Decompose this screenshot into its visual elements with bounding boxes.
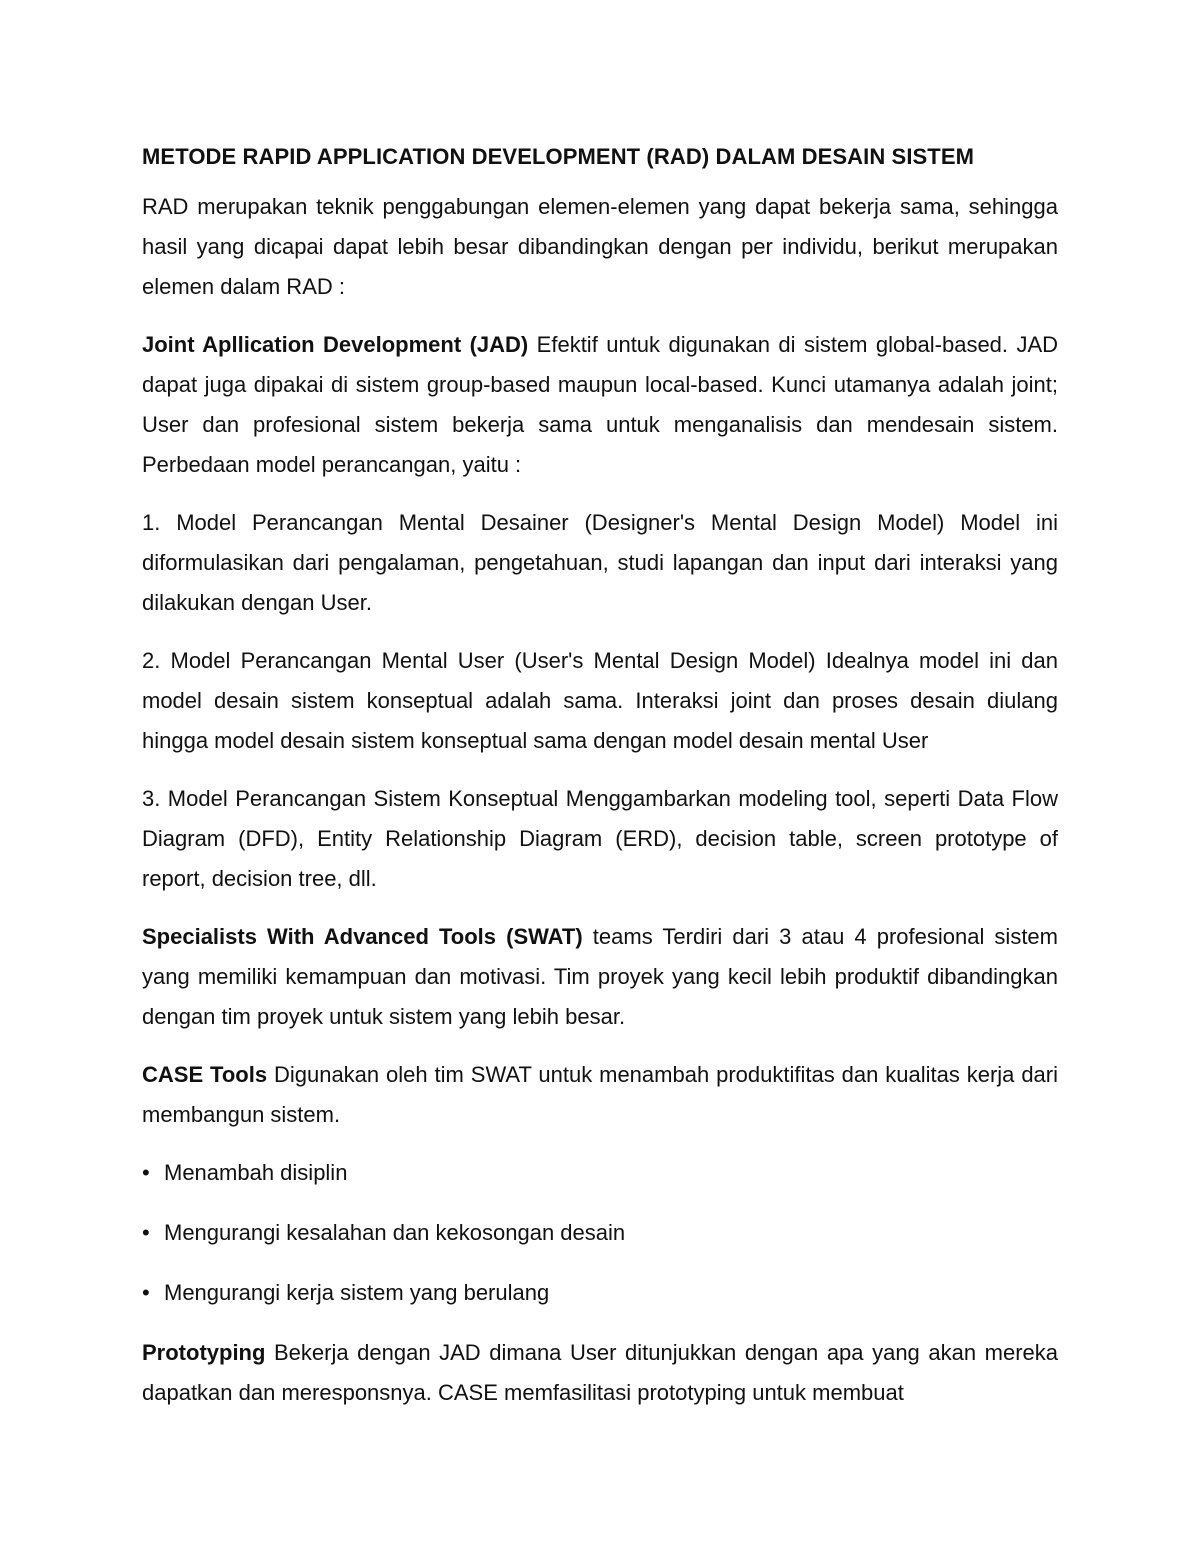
bullet-item-1 — [142, 1153, 1058, 1193]
case-paragraph — [142, 1055, 1058, 1135]
intro-paragraph: RAD merupakan teknik penggabungan elemen-elemen yang dapat bekerja sama, sehingga hasil yang dicapai dapat lebih besar dibandingkan dengan per individu, berikut merupakan elemen dalam RAD : — [142, 194, 1058, 299]
jad-heading: Joint Apllication Development (JAD) — [142, 332, 529, 357]
model-item-2: 2. Model Perancangan Mental User (User's Mental Design Model) Idealnya model ini dan model desain sistem konseptual adalah sama. Interaksi joint dan proses desain diulang hingga model desain sistem konseptual sama dengan model desain mental User — [142, 648, 1058, 753]
bullet-text: Mengurangi kesalahan dan kekosongan desain — [164, 1220, 626, 1245]
bullet-icon: • — [142, 1160, 150, 1185]
prototyping-heading: Prototyping — [142, 1340, 266, 1365]
jad-text: Efektif untuk digunakan di sistem global-based. JAD dapat juga dipakai di sistem group-based maupun local-based. Kunci utamanya adalah joint; User dan profesional sistem bekerja sama untuk menganalisis dan mendesain sistem. Perbedaan model perancangan, yaitu : — [142, 332, 1058, 477]
document-page — [142, 140, 1058, 1431]
swat-heading: Specialists With Advanced Tools (SWAT) — [142, 924, 583, 949]
swat-text: teams Terdiri dari 3 atau 4 profesional sistem yang memiliki kemampuan dan motivasi. Tim proyek yang kecil lebih produktif dibandingkan dengan tim proyek untuk sistem yang lebih besar. — [142, 924, 1058, 1029]
document-title: METODE RAPID APPLICATION DEVELOPMENT (RAD) DALAM DESAIN SISTEM — [142, 144, 975, 169]
prototyping-text: Bekerja dengan JAD dimana User ditunjukkan dengan apa yang akan mereka dapatkan dan meresponsnya. CASE memfasilitasi prototyping untuk membuat — [142, 1340, 1058, 1405]
case-text: Digunakan oleh tim SWAT untuk menambah produktifitas dan kualitas kerja dari membangun sistem. — [142, 1062, 1058, 1127]
model-item-1: 1. Model Perancangan Mental Desainer (Designer's Mental Design Model) Model ini diformulasikan dari pengalaman, pengetahuan, studi lapangan dan input dari interaksi yang dilakukan dengan User. — [142, 510, 1058, 615]
model-item-3: 3. Model Perancangan Sistem Konseptual Menggambarkan modeling tool, seperti Data Flow Diagram (DFD), Entity Relationship Diagram (ERD), decision table, screen prototype of report, decision tree, dll. — [142, 786, 1058, 891]
bullet-text: Mengurangi kerja sistem yang berulang — [164, 1280, 550, 1305]
case-heading: CASE Tools — [142, 1062, 268, 1087]
bullet-item-3 — [142, 1273, 1058, 1313]
swat-paragraph — [142, 917, 1058, 1037]
bullet-icon: • — [142, 1220, 150, 1245]
bullet-icon: • — [142, 1280, 150, 1305]
bullet-item-2 — [142, 1213, 1058, 1253]
prototyping-paragraph — [142, 1333, 1058, 1413]
jad-paragraph — [142, 325, 1058, 485]
bullet-text: Menambah disiplin — [164, 1160, 348, 1185]
